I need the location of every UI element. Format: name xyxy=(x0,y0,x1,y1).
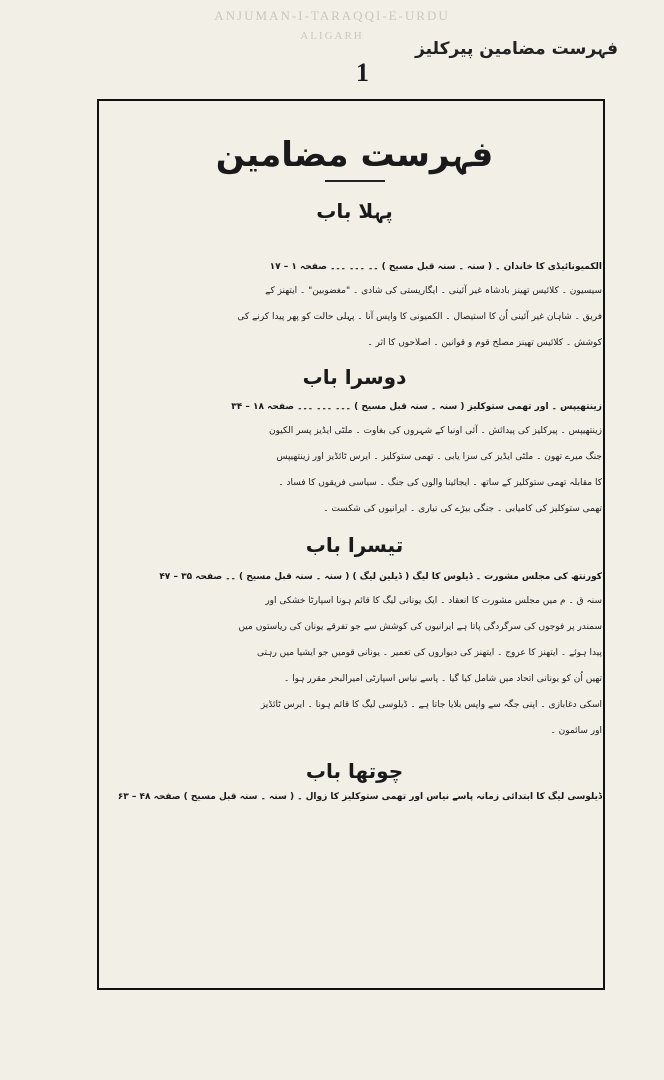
chapter-summary-1 xyxy=(107,278,602,356)
summary-line: کوشش ۔ کلائیس تھینز مصلح قوم و قوانین ۔ اصلاحوں کا اثر ۔ xyxy=(367,338,602,348)
table-of-contents xyxy=(107,104,602,984)
running-head: فہرست مضامین پیرکلیز xyxy=(415,39,618,59)
summary-line: سنہ ق ۔ م میں مجلس مشورت کا انعقاد ۔ ایک یونانی لیگ کا قائم ہونا اسپارٹا خشکی اور xyxy=(265,596,602,606)
summary-line: اسکی دغابازی ۔ اپنی جگہ سے واپس بلایا جاتا ہے ۔ ڈیلوسی لیگ کا قائم ہونا ۔ ایرس ٹائڈیز xyxy=(260,700,602,710)
chapter-heading-text: پہلا باب xyxy=(316,199,393,223)
chapter-heading-1 xyxy=(107,196,602,226)
summary-line: اور سائمون ۔ xyxy=(550,726,602,736)
chapter-summary-2 xyxy=(107,418,602,522)
summary-line: تھمی ستوکلیز کی کامیابی ۔ جنگی بیڑے کی تیاری ۔ ایرانیوں کی شکست ۔ xyxy=(323,504,602,514)
summary-line: پیدا ہوئے ۔ ایتھنز کا عروج ۔ ایتھنز کی دیواروں کی تعمیر ۔ یونانی قومیں جو ایشیا میں رہتی xyxy=(256,648,602,658)
chapter-entry-2: زینتھیپس ۔ اور تھمی ستوکلیز ( سنہ ۔ سنہ قبل مسیح ) ۔۔۔ ۔۔۔ ۔۔۔ صفحہ ۱۸ – ۳۴ xyxy=(231,402,602,412)
summary-line: کا مقابلہ تھمی ستوکلیز کے ساتھ ۔ ایجائینا والوں کی جنگ ۔ سیاسی فریقوں کا فساد ۔ xyxy=(278,478,602,488)
chapter-heading-text: چوتھا باب xyxy=(305,759,404,783)
chapter-entry-4: ڈیلوسی لیگ کا ابتدائی زمانہ پاسے نیاس اور تھمی ستوکلیز کا زوال ۔ ( سنہ ۔ سنہ قبل مسیح ) صفحہ ۴۸ – ۶۳ xyxy=(117,792,602,802)
summary-line: سیسیون ۔ کلائیس تھینز بادشاہ غیر آئینی ۔ ایگاریستی کی شادی ۔ "مغضوبین" ۔ ایتھنز کے xyxy=(265,286,602,296)
summary-line: جنگ میرے تھون ۔ ملٹی ایڈیز کی سزا یابی ۔ تھمی ستوکلیز ۔ ایرس ٹائڈیز اور زینتھیپس xyxy=(276,452,602,462)
chapter-heading-text: تیسرا باب xyxy=(305,533,404,557)
summary-line: تھیں اُن کو یونانی اتحاد میں شامل کیا گیا ۔ پاسے نیاس اسپارٹی امیرالبحر مقرر ہوا ۔ xyxy=(283,674,602,684)
chapter-entry-1: الکمیونائیڈی کا خاندان ۔ ( سنہ ۔ سنہ قبل مسیح ) ۔۔ ۔۔۔ ۔۔۔ صفحہ ۱ – ۱۷ xyxy=(269,262,602,272)
chapter-heading-3 xyxy=(107,530,602,560)
chapter-heading-text: دوسرا باب xyxy=(302,365,407,389)
chapter-entry-3: کورنتھ کی مجلس مشورت ۔ ڈیلوس کا لیگ ( ڈیلین لیگ ) ( سنہ ۔ سنہ قبل مسیح ) ۔۔ صفحہ ۳۵ – ۴۷ xyxy=(159,572,602,582)
summary-line: فریق ۔ شاہان غیر آئینی اُن کا استیصال ۔ الکمیونی کا واپس آنا ۔ پہلی حالت کو پھر پیدا کرنے کی xyxy=(237,312,602,322)
title-underline xyxy=(325,180,385,182)
watermark-line-2: ALIGARH xyxy=(300,30,364,42)
chapter-summary-3 xyxy=(107,588,602,744)
chapter-heading-4 xyxy=(107,756,602,786)
chapter-heading-2 xyxy=(107,362,602,392)
summary-line: سمندر پر فوجوں کی سرگردگی پاتا ہے ایرانیوں کی کوشش سے جو تفرقے یونان کی ریاستوں میں xyxy=(238,622,602,632)
watermark-line-1: ANJUMAN-I-TARAQQI-E-URDU xyxy=(214,8,450,23)
page-title: فہرست مضامین xyxy=(215,135,494,175)
summary-line: زینتھیپس ۔ پیرکلیز کی پیدائش ۔ آئی اونیا کے شہروں کی بغاوت ۔ ملٹی ایڈیز پسر الکیون xyxy=(269,426,602,436)
page-number: 1 xyxy=(356,58,369,87)
